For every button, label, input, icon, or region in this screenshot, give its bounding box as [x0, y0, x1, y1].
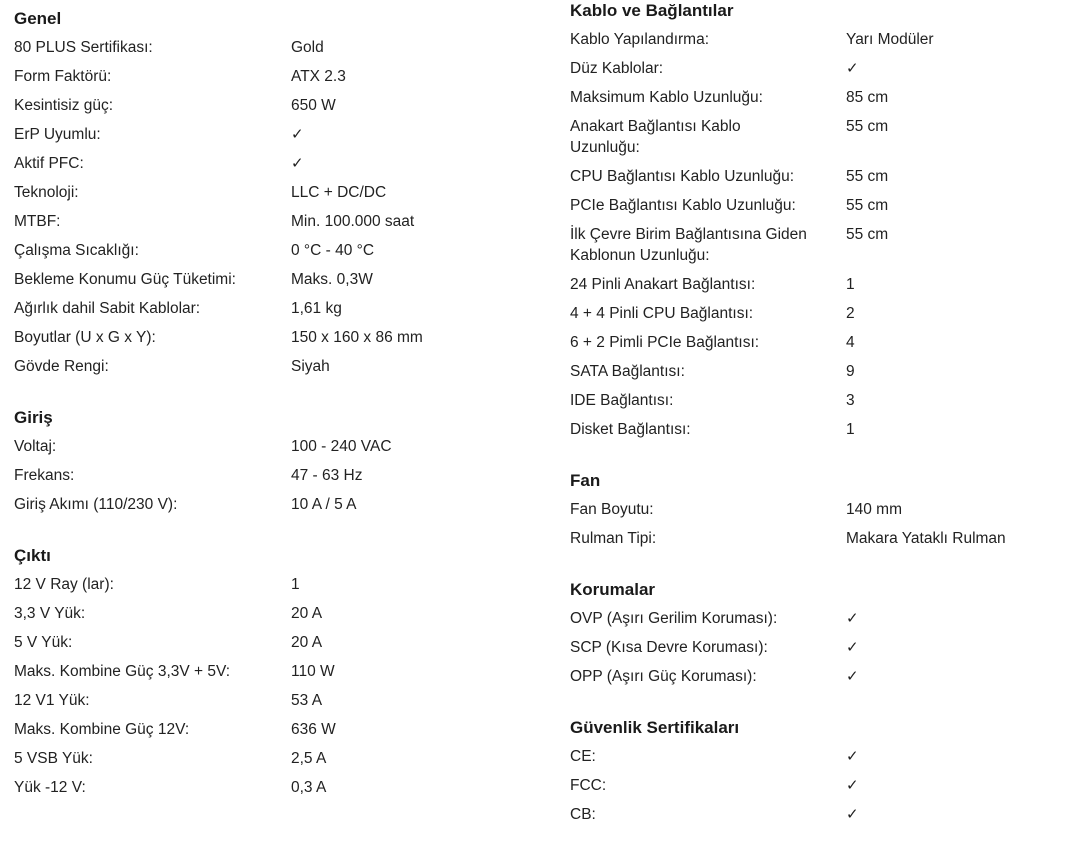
spec-label: Anakart Bağlantısı Kablo Uzunluğu:: [570, 118, 741, 156]
spec-row: [14, 95, 534, 116]
spec-row: [14, 436, 534, 457]
spec-value: Gold: [291, 39, 324, 56]
spec-label: Maks. Kombine Güç 3,3V + 5V:: [14, 663, 231, 680]
spec-label: Kesintisiz güç:: [14, 97, 114, 114]
spec-value: 53 A: [291, 692, 323, 709]
spec-value: 55 cm: [846, 118, 889, 135]
spec-value: 20 A: [291, 605, 323, 622]
spec-value: Min. 100.000 saat: [291, 213, 415, 230]
spec-row: [14, 37, 534, 58]
spec-label: Düz Kablolar:: [570, 60, 664, 77]
spec-row: [570, 361, 1070, 382]
spec-row: [14, 494, 534, 515]
section-guvenlik: [570, 717, 1070, 825]
spec-value: 100 - 240 VAC: [291, 438, 392, 455]
spec-value: 47 - 63 Hz: [291, 467, 363, 484]
spec-label: 5 VSB Yük:: [14, 750, 93, 767]
spec-row: [570, 390, 1070, 411]
spec-value: 55 cm: [846, 226, 889, 243]
checkmark-icon: ✓: [846, 747, 859, 765]
spec-row: [570, 116, 1070, 158]
spec-label: CE:: [570, 748, 596, 765]
spec-value: 0,3 A: [291, 779, 327, 796]
spec-value: 2,5 A: [291, 750, 327, 767]
spec-row: [14, 465, 534, 486]
spec-value: 55 cm: [846, 197, 889, 214]
section-fan: [570, 470, 1070, 549]
spec-label: Maks. Kombine Güç 12V:: [14, 721, 190, 738]
spec-label: Disket Bağlantısı:: [570, 421, 691, 438]
spec-value: 9: [846, 363, 855, 380]
spec-label: 5 V Yük:: [14, 634, 73, 651]
spec-row: [570, 58, 1070, 79]
spec-row: [14, 777, 534, 798]
checkmark-icon: ✓: [291, 125, 304, 143]
spec-value: 110 W: [291, 663, 335, 680]
spec-label: SATA Bağlantısı:: [570, 363, 685, 380]
spec-row: [570, 224, 1070, 266]
spec-row: [570, 419, 1070, 440]
spec-label: 4 + 4 Pinli CPU Bağlantısı:: [570, 305, 754, 322]
checkmark-icon: ✓: [846, 667, 859, 685]
spec-value: 0 °C - 40 °C: [291, 242, 375, 259]
spec-row: [570, 29, 1070, 50]
spec-row: [570, 608, 1070, 629]
spec-value: 85 cm: [846, 89, 889, 106]
spec-row: [14, 298, 534, 319]
section-title: Kablo ve Bağlantılar: [570, 1, 734, 20]
spec-row: [570, 528, 1070, 549]
spec-value: 55 cm: [846, 168, 889, 185]
section-title: Korumalar: [570, 580, 656, 599]
spec-row: [14, 211, 534, 232]
spec-value: Maks. 0,3W: [291, 271, 373, 288]
checkmark-icon: ✓: [846, 638, 859, 656]
spec-value: ATX 2.3: [291, 68, 346, 85]
checkmark-icon: ✓: [846, 609, 859, 627]
spec-value: LLC + DC/DC: [291, 184, 387, 201]
spec-label: Yük -12 V:: [14, 779, 86, 796]
section-kablo: [570, 0, 1070, 440]
spec-value: 1: [846, 276, 855, 293]
spec-value: 10 A / 5 A: [291, 496, 357, 513]
spec-row: [14, 690, 534, 711]
spec-label: ErP Uyumlu:: [14, 126, 101, 143]
spec-label: 3,3 V Yük:: [14, 605, 86, 622]
spec-label: SCP (Kısa Devre Koruması):: [570, 639, 768, 656]
spec-row: [14, 632, 534, 653]
section-korumalar: [570, 579, 1070, 687]
spec-row: [14, 182, 534, 203]
spec-row: [14, 356, 534, 377]
spec-row: [14, 574, 534, 595]
spec-row: [14, 719, 534, 740]
spec-value: 650 W: [291, 97, 336, 114]
spec-row: [14, 603, 534, 624]
spec-label: CB:: [570, 806, 596, 823]
spec-value: Yarı Modüler: [846, 31, 934, 48]
spec-label: 12 V1 Yük:: [14, 692, 90, 709]
spec-value: 4: [846, 334, 855, 351]
spec-label: FCC:: [570, 777, 607, 794]
section-title: Genel: [14, 9, 62, 28]
spec-value: Makara Yataklı Rulman: [846, 530, 1006, 547]
spec-row: [570, 166, 1070, 187]
spec-value: Siyah: [291, 358, 330, 375]
section-title: Çıktı: [14, 546, 51, 565]
spec-label: OVP (Aşırı Gerilim Koruması):: [570, 610, 778, 627]
spec-label: 24 Pinli Anakart Bağlantısı:: [570, 276, 756, 293]
spec-row: [570, 87, 1070, 108]
spec-row: [570, 332, 1070, 353]
spec-label: CPU Bağlantısı Kablo Uzunluğu:: [570, 168, 795, 185]
spec-row: [570, 303, 1070, 324]
right-column: [570, 0, 1070, 825]
spec-label: 6 + 2 Pimli PCIe Bağlantısı:: [570, 334, 760, 351]
spec-row: [570, 775, 1070, 796]
spec-label: IDE Bağlantısı:: [570, 392, 674, 409]
checkmark-icon: ✓: [846, 59, 859, 77]
spec-label: Boyutlar (U x G x Y):: [14, 329, 156, 346]
spec-value: 140 mm: [846, 501, 902, 518]
section-title: Giriş: [14, 408, 53, 427]
spec-row: [14, 124, 534, 145]
left-column: [14, 8, 534, 798]
spec-value: 1: [846, 421, 855, 438]
spec-label: Aktif PFC:: [14, 155, 84, 172]
section-genel: [14, 8, 534, 377]
spec-row: [14, 240, 534, 261]
spec-row: [570, 804, 1070, 825]
spec-label: Maksimum Kablo Uzunluğu:: [570, 89, 763, 106]
spec-label: Voltaj:: [14, 438, 57, 455]
spec-row: [570, 274, 1070, 295]
spec-label: Kablo Yapılandırma:: [570, 31, 710, 48]
section-title: Fan: [570, 471, 601, 490]
checkmark-icon: ✓: [291, 154, 304, 172]
spec-value: 150 x 160 x 86 mm: [291, 329, 423, 346]
spec-value: 3: [846, 392, 855, 409]
spec-value: 1,61 kg: [291, 300, 342, 317]
spec-row: [14, 748, 534, 769]
spec-label: Ağırlık dahil Sabit Kablolar:: [14, 300, 201, 317]
spec-label: Gövde Rengi:: [14, 358, 109, 375]
spec-row: [14, 66, 534, 87]
spec-label: 80 PLUS Sertifikası:: [14, 39, 153, 56]
spec-label: Frekans:: [14, 467, 75, 484]
spec-label: Rulman Tipi:: [570, 530, 657, 547]
spec-label: Giriş Akımı (110/230 V):: [14, 496, 178, 513]
spec-value: 2: [846, 305, 855, 322]
spec-value: 20 A: [291, 634, 323, 651]
spec-row: [570, 637, 1070, 658]
spec-value: 1: [291, 576, 300, 593]
spec-label: OPP (Aşırı Güç Koruması):: [570, 668, 757, 685]
spec-row: [570, 499, 1070, 520]
section-cikti: [14, 545, 534, 798]
checkmark-icon: ✓: [846, 776, 859, 794]
spec-row: [570, 746, 1070, 767]
spec-label: Çalışma Sıcaklığı:: [14, 242, 139, 259]
spec-label: PCIe Bağlantısı Kablo Uzunluğu:: [570, 197, 796, 214]
spec-label: Form Faktörü:: [14, 68, 112, 85]
section-title: Güvenlik Sertifikaları: [570, 718, 740, 737]
spec-label: MTBF:: [14, 213, 61, 230]
spec-label: 12 V Ray (lar):: [14, 576, 114, 593]
spec-row: [14, 327, 534, 348]
section-giris: [14, 407, 534, 515]
spec-row: [14, 661, 534, 682]
spec-row: [14, 153, 534, 174]
spec-label: İlk Çevre Birim Bağlantısına Giden Kablonun Uzunluğu:: [570, 226, 807, 264]
spec-value: 636 W: [291, 721, 336, 738]
spec-row: [14, 269, 534, 290]
spec-row: [570, 195, 1070, 216]
checkmark-icon: ✓: [846, 805, 859, 823]
spec-label: Fan Boyutu:: [570, 501, 654, 518]
spec-label: Teknoloji:: [14, 184, 79, 201]
spec-label: Bekleme Konumu Güç Tüketimi:: [14, 271, 236, 288]
spec-row: [570, 666, 1070, 687]
